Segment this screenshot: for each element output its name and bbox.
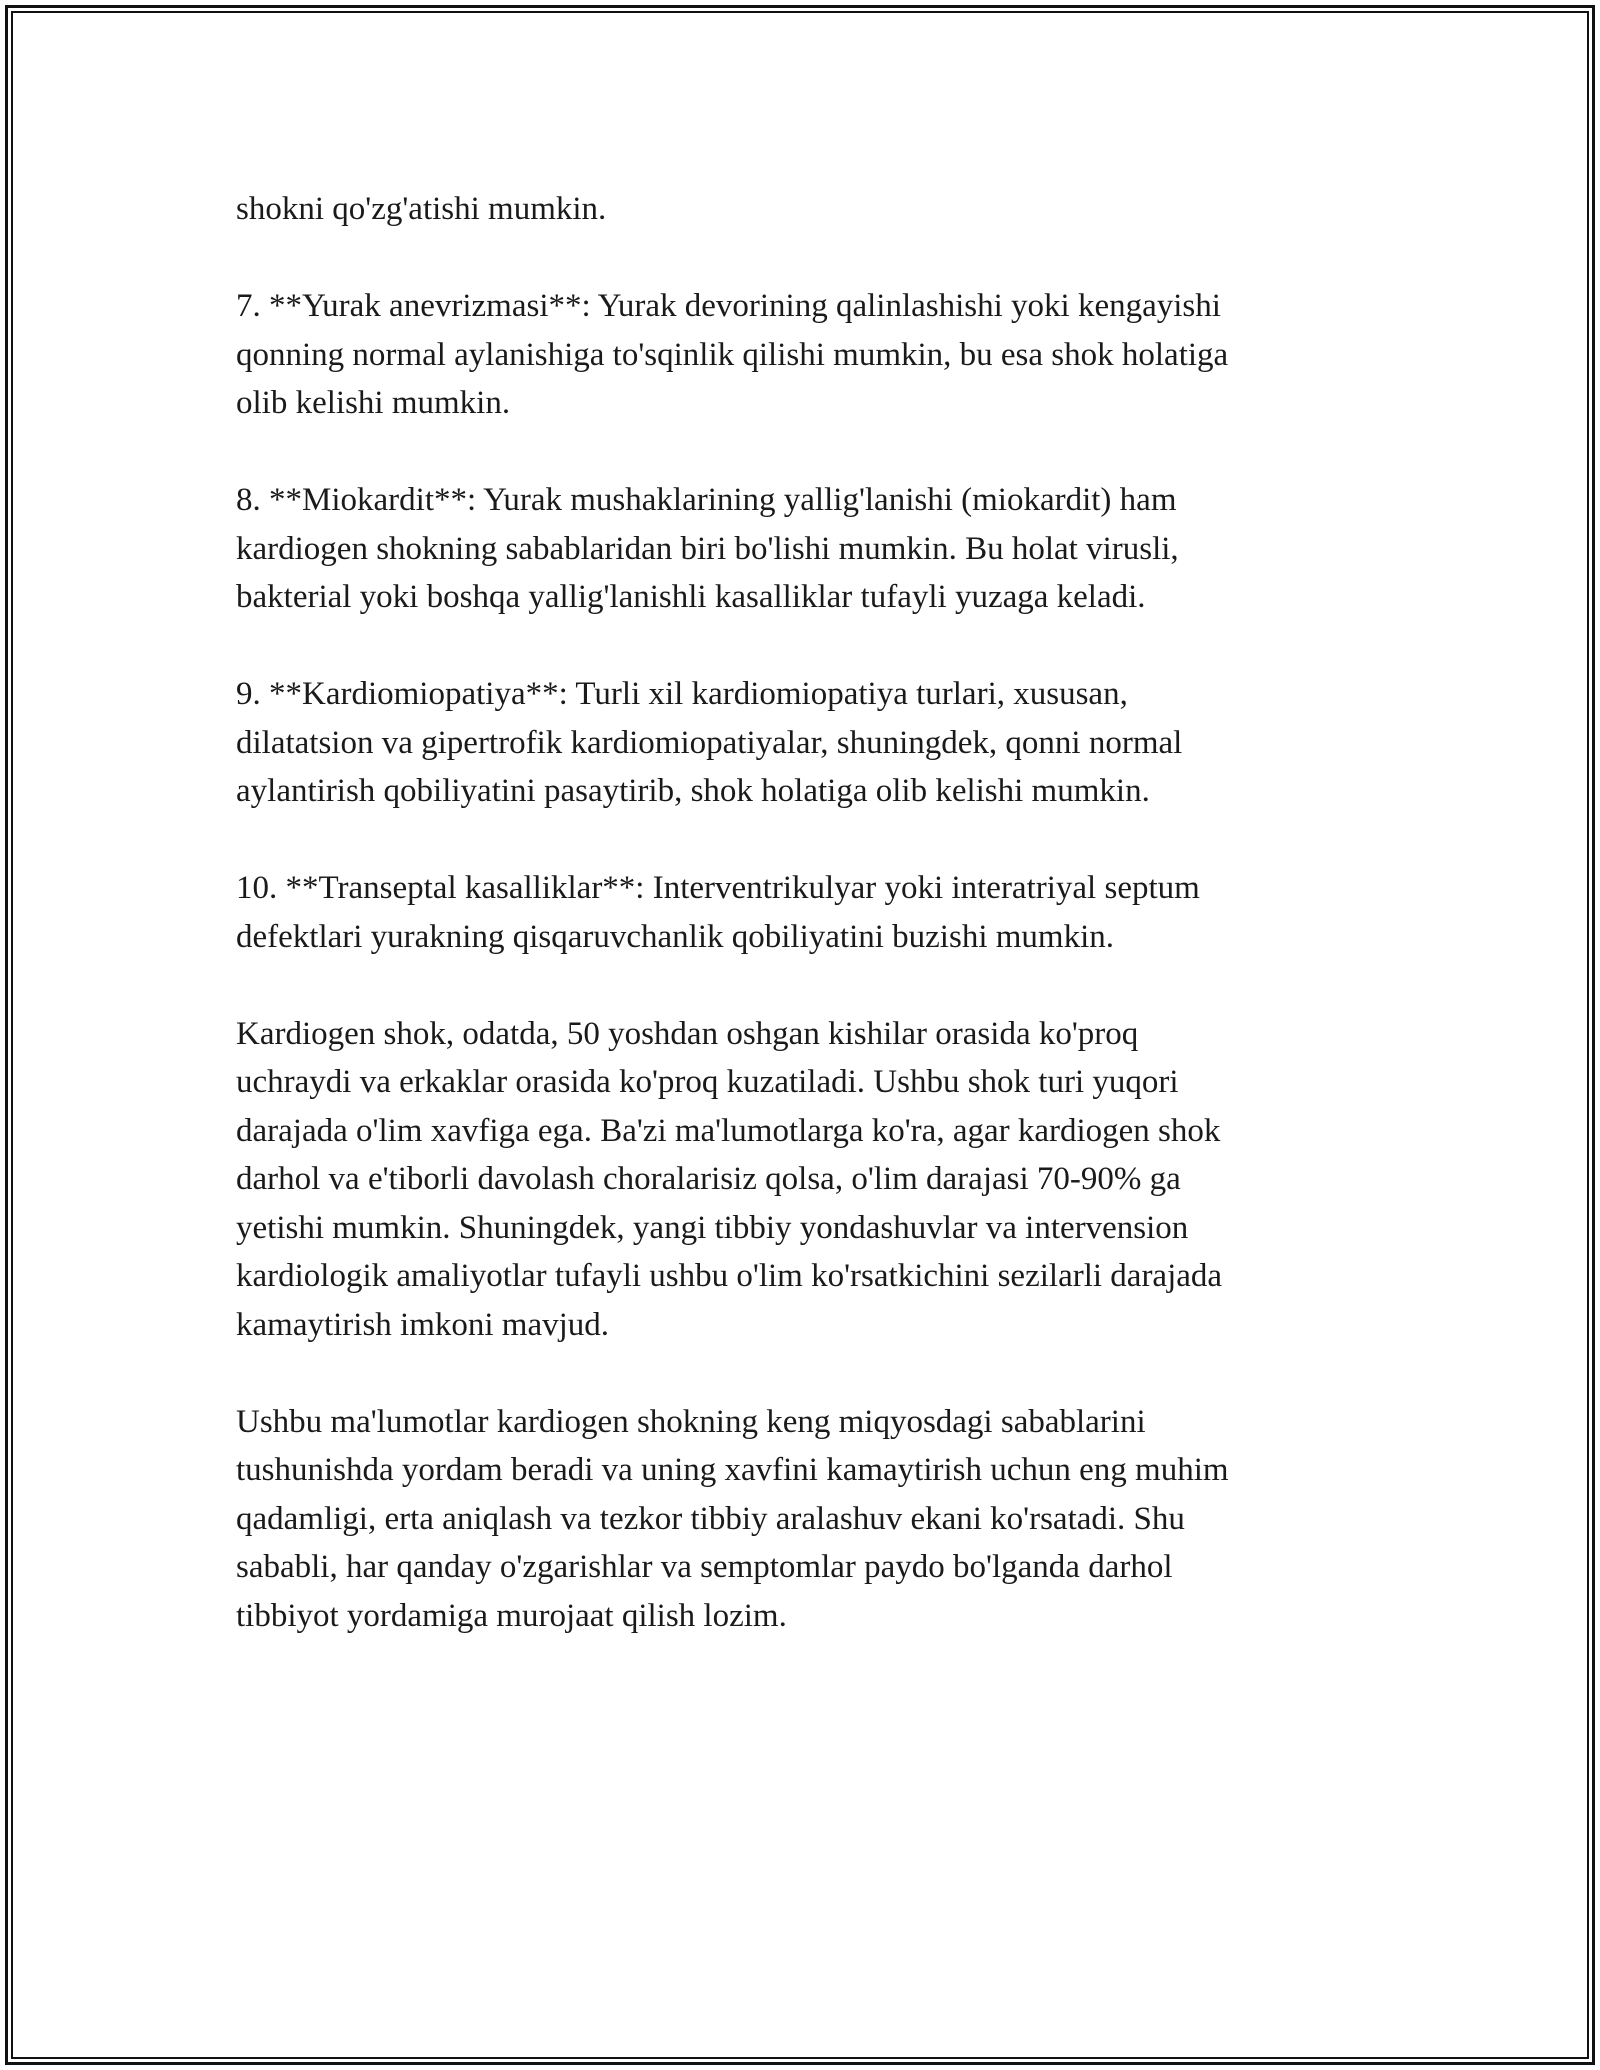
paragraph-item-8: 8. **Miokardit**: Yurak mushaklarining yallig'lanishi (miokardit) ham kardiogen shokning sabablaridan biri bo'lishi mumkin. Bu holat virusli, bakterial yoki boshqa yallig'lanishli kasalliklar tufayli yuzaga keladi. [236,482,1179,615]
paragraph-item-7: 7. **Yurak anevrizmasi**: Yurak devorining qalinlashishi yoki kengayishi qonning normal aylanishiga to'sqinlik qilishi mumkin, bu esa shok holatiga olib kelishi mumkin. [236,288,1229,421]
paragraph-conclusion: Ushbu ma'lumotlar kardiogen shokning keng miqyosdagi sabablarini tushunishda yordam beradi va uning xavfini kamaytirish uchun eng muhim qadamligi, erta aniqlash va tezkor tibbiy aralashuv ekani ko'rsatadi. Shu sababli, har qanday o'zgarishlar va semptomlar paydo bo'lganda darhol tibbiyot yordamiga murojaat qilish lozim. [236,1403,1229,1634]
document-body [236,185,1366,1640]
paragraph-statistics: Kardiogen shok, odatda, 50 yoshdan oshgan kishilar orasida ko'proq uchraydi va erkaklar orasida ko'proq kuzatiladi. Ushbu shok turi yuqori darajada o'lim xavfiga ega. Ba'zi ma'lumotlarga ko'ra, agar kardiogen shok darhol va e'tiborli davolash choralarisiz qolsa, o'lim darajasi 70-90% ga yetishi mumkin. Shuningdek, yangi tibbiy yondashuvlar va intervension kardiologik amaliyotlar tufayli ushbu o'lim ko'rsatkichini sezilarli darajada kamaytirish imkoni mavjud. [236,1015,1223,1343]
paragraph-item-10: 10. **Transeptal kasalliklar**: Interventrikulyar yoki interatriyal septum defektlari yurakning qisqaruvchanlik qobiliyatini buzishi mumkin. [236,870,1200,955]
paragraph-continuation: shokni qo'zg'atishi mumkin. [236,191,607,227]
paragraph-item-9: 9. **Kardiomiopatiya**: Turli xil kardiomiopatiya turlari, xususan, dilatatsion va gipertrofik kardiomiopatiyalar, shuningdek, qonni normal aylantirish qobiliyatini pasaytirib, shok holatiga olib kelishi mumkin. [236,676,1183,809]
